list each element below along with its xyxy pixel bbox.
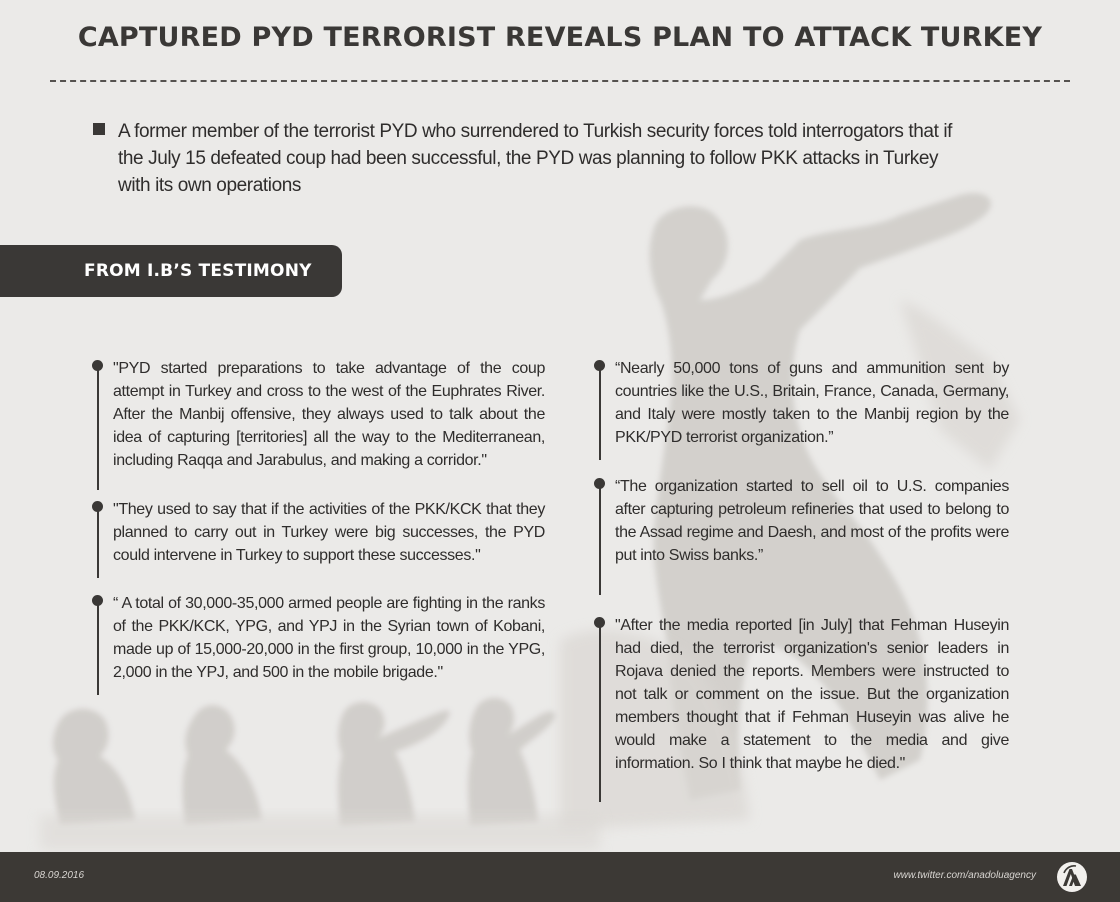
testimony-item-left-2: [99, 498, 545, 567]
testimony-text: “ A total of 30,000-35,000 armed people are fighting in the ranks of the PKK/KCK, YPG, and YPJ in the Syrian town of Kobani, made up of 15,000-20,000 in the first group, 10,000 in the YPG, 2,000 in the YPJ, and 500 in the mobile brigade.": [113, 595, 545, 681]
anadolu-agency-logo-icon: [1056, 861, 1088, 893]
bullet-line: [599, 483, 601, 595]
testimony-item-right-3: [601, 614, 1009, 775]
intro-block: [93, 118, 953, 199]
testimony-item-right-1: [601, 357, 1009, 449]
testimony-text: “The organization started to sell oil to U.S. companies after capturing petroleum refineries that used to belong to the Assad regime and Daesh, and most of the profits were put into Swiss banks.”: [615, 478, 1009, 564]
footer-twitter-link[interactable]: www.twitter.com/anadoluagency: [893, 870, 1036, 881]
testimony-text: "They used to say that if the activities of the PKK/KCK that they planned to carry out in Turkey were big successes, the PYD could intervene in Turkey to support these successes.": [113, 501, 545, 564]
bullet-line: [97, 506, 99, 578]
footer-date: 08.09.2016: [34, 870, 85, 881]
footer-bar: [0, 852, 1120, 902]
testimony-item-left-1: [99, 357, 545, 472]
intro-text: A former member of the terrorist PYD who surrendered to Turkish security forces told interrogators that if the July 15 defeated coup had been successful, the PYD was planning to follow PKK attacks in Turkey with its own operations: [118, 121, 953, 196]
bullet-line: [97, 600, 99, 695]
section-heading-tab: [0, 245, 342, 297]
section-heading: FROM I.B’S TESTIMONY: [84, 261, 312, 281]
bullet-line: [97, 365, 99, 490]
testimony-text: "PYD started preparations to take advantage of the coup attempt in Turkey and cross to the west of the Euphrates River. After the Manbij offensive, they always used to talk about the idea of capturing [territories] all the way to the Mediterranean, including Raqqa and Jarabulus, and making a corridor.": [113, 360, 545, 469]
bullet-line: [599, 365, 601, 460]
testimony-text: “Nearly 50,000 tons of guns and ammunition sent by countries like the U.S., Britain, France, Canada, Germany, and Italy were mostly taken to the Manbij region by the PKK/PYD terrorist organization.”: [615, 360, 1009, 446]
title-divider: [50, 80, 1070, 82]
testimony-item-right-2: [601, 475, 1009, 567]
page-title: CAPTURED PYD TERRORIST REVEALS PLAN TO ATTACK TURKEY: [77, 22, 1043, 53]
bullet-line: [599, 622, 601, 802]
square-bullet-icon: [93, 123, 105, 135]
testimony-text: "After the media reported [in July] that Fehman Huseyin had died, the terrorist organization's senior leaders in Rojava denied the reports. Members were instructed to not talk or comment on the issue. But the organization members thought that if Fehman Huseyin was alive he would make a statement to the media and give information. So I think that maybe he died.": [615, 617, 1009, 772]
testimony-item-left-3: [99, 592, 545, 684]
